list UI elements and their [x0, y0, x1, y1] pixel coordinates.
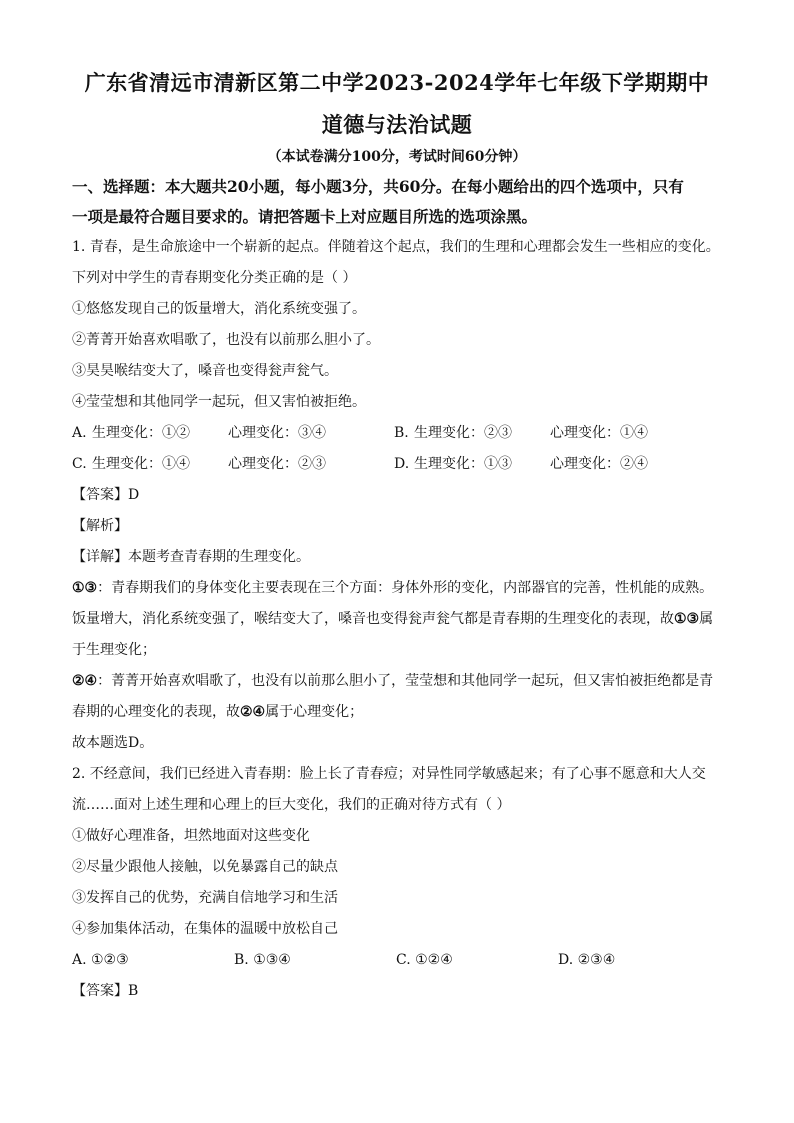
- question-stem: 流……面对上述生理和心理上的巨大变化，我们的正确对待方式有（ ）: [72, 797, 511, 813]
- statement: ②菁菁开始喜欢唱歌了，也没有以前那么胆小了。: [72, 332, 380, 348]
- statement: ④参加集体活动，在集体的温暖中放松自己: [72, 921, 338, 937]
- statement: ②尽量少跟他人接触，以免暴露自己的缺点: [72, 859, 338, 875]
- explanation-lead: ②④: [72, 673, 98, 689]
- option-c: C. ①②④: [396, 952, 453, 968]
- explanation-mark: ①③: [674, 611, 700, 627]
- options-row: [72, 945, 722, 976]
- explanation-paragraph: [72, 573, 722, 666]
- explanation-paragraph: [72, 666, 722, 728]
- statement: ①做好心理准备，坦然地面对这些变化: [72, 828, 310, 844]
- explanation-text: ：青春期我们的身体变化主要表现在三个方面：身体外形的变化，内部器官的完善，性机能的成熟。饭量增大，消化系统变强了，喉结变大了，嗓音也变得瓮声瓮气都是青春期的生理变化的表现，故: [72, 580, 714, 627]
- explanation-mark: ②④: [240, 704, 266, 720]
- statement: ①悠悠发现自己的饭量增大，消化系统变强了。: [72, 301, 366, 317]
- option-c: [72, 449, 394, 480]
- explanation-text: ：菁菁开始喜欢唱歌了，也没有以前那么胆小了，莹莹想和其他同学一起玩，但又害怕被拒绝都是青春期的心理变化的表现，故: [72, 673, 714, 720]
- option-letter: C.: [72, 456, 87, 472]
- options-row: [72, 418, 722, 449]
- option-psych: 心理变化：②④: [550, 456, 648, 472]
- conclusion-text: 故本题选D。: [72, 735, 154, 751]
- options-row: [72, 449, 722, 480]
- option-psych: 心理变化：②③: [228, 456, 326, 472]
- exam-note: （本试卷满分100分，考试时间60分钟）: [267, 149, 527, 165]
- statement: ③发挥自己的优势，充满自信地学习和生活: [72, 890, 338, 906]
- question-2: [72, 759, 722, 1007]
- option-psych: 心理变化：③④: [228, 425, 326, 441]
- question-stem: 1. 青春，是生命旅途中一个崭新的起点。伴随着这个起点，我们的生理和心理都会发生一些相应的变化。: [72, 239, 720, 255]
- option-physical: 生理变化：①④: [92, 456, 190, 472]
- explanation-tail: 属于生理变化；: [72, 611, 714, 658]
- option-physical: 生理变化：①③: [414, 456, 512, 472]
- option-letter: D.: [394, 456, 410, 472]
- option-b: B. ①③④: [234, 952, 291, 968]
- option-physical: 生理变化：②③: [414, 425, 512, 441]
- explanation-tail: 属于心理变化；: [265, 704, 364, 720]
- option-d: [394, 449, 716, 480]
- statement: ③昊昊喉结变大了，嗓音也变得瓮声瓮气。: [72, 363, 338, 379]
- explanation-lead: ①③: [72, 580, 98, 596]
- question-1: [72, 232, 722, 759]
- section-heading-line: 一项是最符合题目要求的。请把答题卡上对应题目所选的选项涂黑。: [72, 207, 538, 226]
- document-title: 广东省清远市清新区第二中学2023-2024学年七年级下学期期中: [84, 70, 710, 95]
- option-b: [394, 418, 716, 449]
- option-a: A. ①②③: [72, 952, 129, 968]
- section-heading: [72, 172, 722, 232]
- option-a: [72, 418, 394, 449]
- document-subtitle: 道德与法治试题: [321, 112, 473, 137]
- option-letter: B.: [394, 425, 409, 441]
- option-d: D. ②③④: [558, 952, 616, 968]
- question-stem: 2. 不经意间，我们已经进入青春期：脸上长了青春痘；对异性同学敏感起来；有了心事不愿意和大人交: [72, 766, 706, 782]
- answer-label: 【答案】B: [72, 983, 139, 999]
- question-stem: 下列对中学生的青春期变化分类正确的是（ ）: [72, 270, 357, 286]
- statement: ④莹莹想和其他同学一起玩，但又害怕被拒绝。: [72, 394, 366, 410]
- section-heading-line: 一、选择题：本大题共20小题，每小题3分，共60分。在每小题给出的四个选项中，只有: [72, 177, 684, 196]
- option-letter: A.: [72, 425, 87, 441]
- detail-text: 【详解】本题考查青春期的生理变化。: [72, 549, 310, 565]
- analysis-label: 【解析】: [72, 518, 128, 534]
- option-psych: 心理变化：①④: [550, 425, 648, 441]
- option-physical: 生理变化：①②: [92, 425, 190, 441]
- answer-label: 【答案】D: [72, 487, 140, 503]
